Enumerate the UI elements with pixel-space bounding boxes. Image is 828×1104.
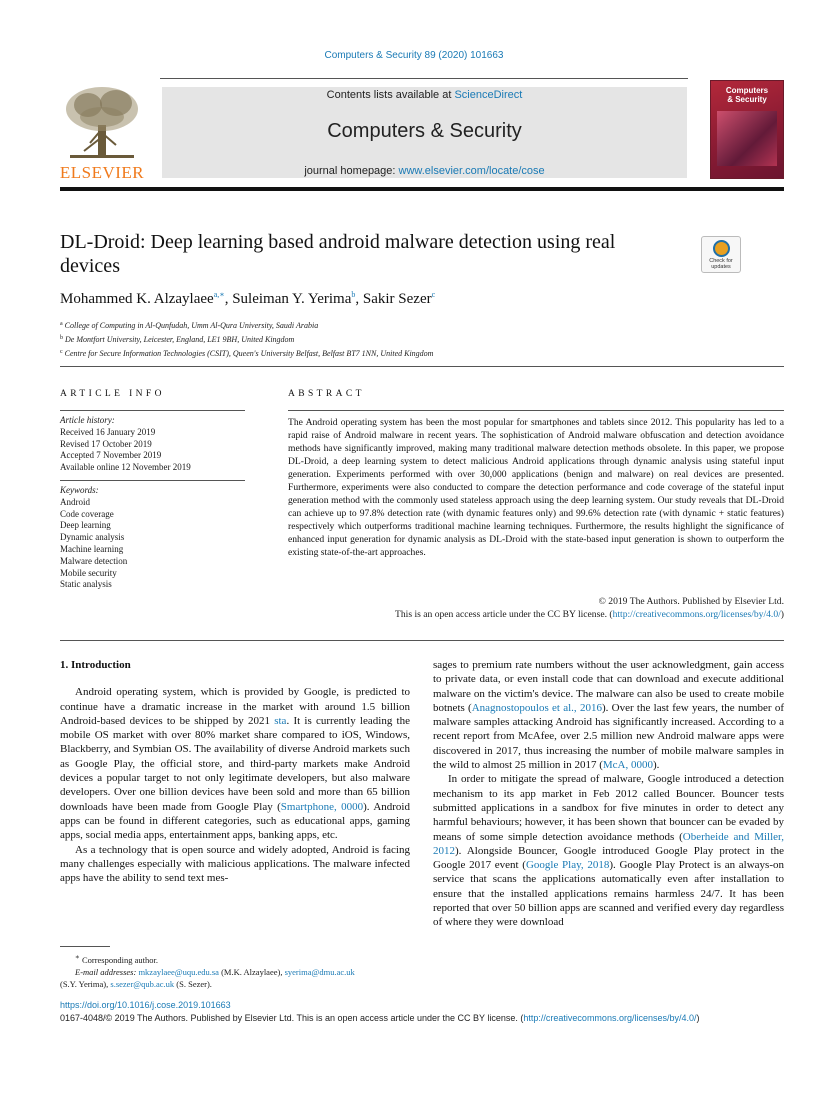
paragraph: As a technology that is open source and widely adopted, Android is facing many challenges especially with malicious applications. The malware infected apps have the ability to send text mes- xyxy=(60,843,410,885)
article-history xyxy=(60,415,250,474)
license-line: This is an open access article under the CC BY license. (http://creativecommons.org/licenses/by/4.0/) xyxy=(395,609,784,620)
copyright-line: © 2019 The Authors. Published by Elsevier Ltd. xyxy=(598,596,784,607)
keyword: Dynamic analysis xyxy=(60,532,125,543)
author-name[interactable]: Mohammed K. Alzaylaee xyxy=(60,291,214,307)
bookmark-icon xyxy=(713,240,730,257)
paragraph: sages to premium rate numbers without the user acknowledgment, gain access to private data, or even install code that can download and execute additional malware on the victim's device. The malware can also be used to create mobile botnets (Anagnostopoulos et al., 2016). Over the last few years, the number of malware samples attacking Android has significantly increased. According to a recent report from McAfee, over 2.5 million new Android malware apps were discovered in 2017, thus increasing the number of mobile malware samples in the wild to almost 25 million in 2017 (McA, 0000). xyxy=(433,659,784,772)
homepage-line: journal homepage: www.elsevier.com/locate/cose xyxy=(304,165,545,177)
footnotes xyxy=(60,951,410,990)
citation-link[interactable]: Oberheide and Miller, 2012 xyxy=(433,830,785,857)
keyword: Static analysis xyxy=(60,579,112,590)
sciencedirect-link[interactable]: ScienceDirect xyxy=(454,89,523,101)
journal-cover[interactable] xyxy=(710,80,784,179)
citation-link[interactable]: McA, 0000 xyxy=(602,759,653,772)
divider xyxy=(288,410,784,411)
issn-license-line: 0167-4048/© 2019 The Authors. Published by Elsevier Ltd. This is an open access article under the CC BY license. (http://creativecommons.org/licenses/by/4.0/) xyxy=(60,1013,700,1023)
journal-masthead xyxy=(162,87,687,178)
license-link[interactable]: http://creativecommons.org/licenses/by/4.0/ xyxy=(612,609,781,620)
author-name[interactable]: Sakir Sezer xyxy=(362,291,432,307)
citation-link[interactable]: Google Play, 2018 xyxy=(525,859,610,872)
author-list: Mohammed K. Alzaylaee$^{a,∗}$, Suleiman Y. Yerima$^b$, Sakir Sezer$^c$ xyxy=(60,290,436,307)
paragraph: In order to mitigate the spread of malware, Google introduced a detection mechanism to its app market in Feb 2012 called Bouncer. Bouncer tests submitted applications in a sandbox for five minutes in order to detect any harmful behaviours; however, it has been shown that bouncer can be evaded by means of some simple detection avoidance methods (Oberheide and Miller, 2012). Alongside Bouncer, Google introduced Google Play protect in the Google 2017 event (Google Play, 2018). Google Play Protect is an always-on service that scans the applications automatically even after installation to ensure that the installed applications remains harmless 24/7. It has been reported that over 50 billion apps are scanned and verified every day regardless of where they were download xyxy=(433,773,785,929)
email-link[interactable]: mkzaylaee@uqu.edu.sa xyxy=(138,966,219,977)
header-thick-divider xyxy=(60,187,784,191)
footer-license-link[interactable]: http://creativecommons.org/licenses/by/4.0/ xyxy=(523,1013,697,1023)
article-info-heading: ARTICLE INFO xyxy=(60,389,165,399)
author-sup[interactable]: a,∗ xyxy=(213,290,225,299)
email-link[interactable]: syerima@dmu.ac.uk xyxy=(284,966,355,977)
journal-name: Computers & Security xyxy=(327,120,522,142)
journal-reference-link[interactable]: Computers & Security 89 (2020) 101663 xyxy=(324,50,504,61)
section-heading: 1. Introduction xyxy=(60,659,131,671)
keyword: Deep learning xyxy=(60,520,111,531)
homepage-link[interactable]: www.elsevier.com/locate/cose xyxy=(398,165,545,177)
keyword: Malware detection xyxy=(60,555,128,566)
keywords xyxy=(60,485,250,591)
history-item: Received 16 January 2019 xyxy=(60,426,156,437)
divider xyxy=(60,410,245,411)
affiliation: $^a$ College of Computing in Al-Qunfudah, Umm Al-Qura University, Saudi Arabia xyxy=(60,321,319,330)
elsevier-logo xyxy=(56,85,148,183)
affiliation: $^c$ Centre for Secure Information Technologies (CSIT), Queen's University Belfast, Belfast BT7 1NN, United Kingdom xyxy=(60,349,434,358)
divider xyxy=(60,480,245,481)
keywords-label: Keywords: xyxy=(60,485,99,495)
author-name[interactable]: Suleiman Y. Yerima xyxy=(232,291,352,307)
keyword: Machine learning xyxy=(60,543,124,554)
contents-line: Contents lists available at ScienceDirect xyxy=(326,89,523,101)
doi-link[interactable]: https://doi.org/10.1016/j.cose.2019.101663 xyxy=(60,1000,231,1010)
email-link[interactable]: s.sezer@qub.ac.uk xyxy=(110,978,175,989)
author-sup[interactable]: c xyxy=(431,290,436,299)
footnote-divider xyxy=(60,946,110,947)
body-left-column xyxy=(60,658,410,885)
cover-title: Computers & Security xyxy=(725,86,769,104)
publisher-wordmark: ELSEVIER xyxy=(59,163,145,182)
citation-link[interactable]: Smartphone, 0000 xyxy=(280,800,364,813)
email-addresses: E-mail addresses: mkzaylaee@uqu.edu.sa (M.K. Alzaylaee), syerima@dmu.ac.uk xyxy=(75,966,355,977)
paragraph: Android operating system, which is provided by Google, is predicted to continue have a dramatic increase in the market with around 1.5 billion Android-based devices to be shipped by 2021 sta. It is currently leading the mobile OS market with over 80% market share compared to iOS, Windows, Blackberry, and Symbian OS. The availability of diverse Android markets such as Google Play, the official store, and third-party markets make Android devices a popular target to not only legitimate developers, but also malware developers. Over one billion devices have been sold and more than 65 billion downloads have been made from Google Play (Smartphone, 0000). Android apps can be found in different categories, such as educational apps, gaming apps, social media apps, entertainment apps, banking apps, etc. xyxy=(60,686,410,842)
body-right-column xyxy=(433,658,784,930)
tree-logo-icon xyxy=(60,85,144,161)
divider xyxy=(60,366,784,367)
keyword: Android xyxy=(60,496,90,507)
history-item: Revised 17 October 2019 xyxy=(60,438,152,449)
corresponding-author-note: ∗ Corresponding author. xyxy=(75,953,158,965)
divider xyxy=(60,640,784,641)
check-for-updates-button[interactable] xyxy=(701,236,741,273)
history-item: Accepted 7 November 2019 xyxy=(60,450,162,461)
keyword: Code coverage xyxy=(60,508,114,519)
check-updates-label: Check for updates xyxy=(709,258,733,270)
article-title: DL-Droid: Deep learning based android malware detection using real devices xyxy=(60,231,616,277)
abstract-heading: ABSTRACT xyxy=(288,389,365,399)
keyword: Mobile security xyxy=(60,567,117,578)
citation-link[interactable]: sta xyxy=(274,714,287,727)
citation-link[interactable]: Anagnostopoulos et al., 2016 xyxy=(471,701,602,714)
abstract-text: The Android operating system has been the most popular for smartphones and tablets since 2012. This popularity has led to a rapid raise of Android malware in recent years. The sophistication of Android malware obfuscation and detection avoidance methods have significantly improved, making many traditional malware detection methods obsolete. In this paper, we propose DL-Droid, a deep learning system to detect malicious Android applications through dynamic analysis using stateful input generation. Experiments performed with over 30,000 applications (benign and malware) on real devices are presented. Furthermore, experiments were also conducted to compare the detection performance and code coverage of the stateful input generation method with the commonly used stateless approach using the deep learning system. Our study reveals that DL-Droid can achieve up to 97.8% detection rate (with dynamic features only) and 99.6% detection rate (with dynamic + static features) respectively which outperforms traditional machine learning techniques. Furthermore, the results highlight the significance of enhanced input generation for dynamic analysis as DL-Droid with the state-based input generation is shown to outperform the existing state-of-the-art approaches. xyxy=(288,417,784,558)
history-item: Available online 12 November 2019 xyxy=(60,462,191,473)
top-divider xyxy=(160,78,688,79)
author-sup[interactable]: b xyxy=(351,290,356,299)
cover-image xyxy=(717,111,777,166)
email-addresses-cont: (S.Y. Yerima), s.sezer@qub.ac.uk (S. Sezer). xyxy=(60,978,212,989)
history-label: Article history: xyxy=(60,415,115,425)
affiliations xyxy=(60,318,760,360)
affiliation: $^b$ De Montfort University, Leicester, England, LE1 9BH, United Kingdom xyxy=(60,335,295,344)
